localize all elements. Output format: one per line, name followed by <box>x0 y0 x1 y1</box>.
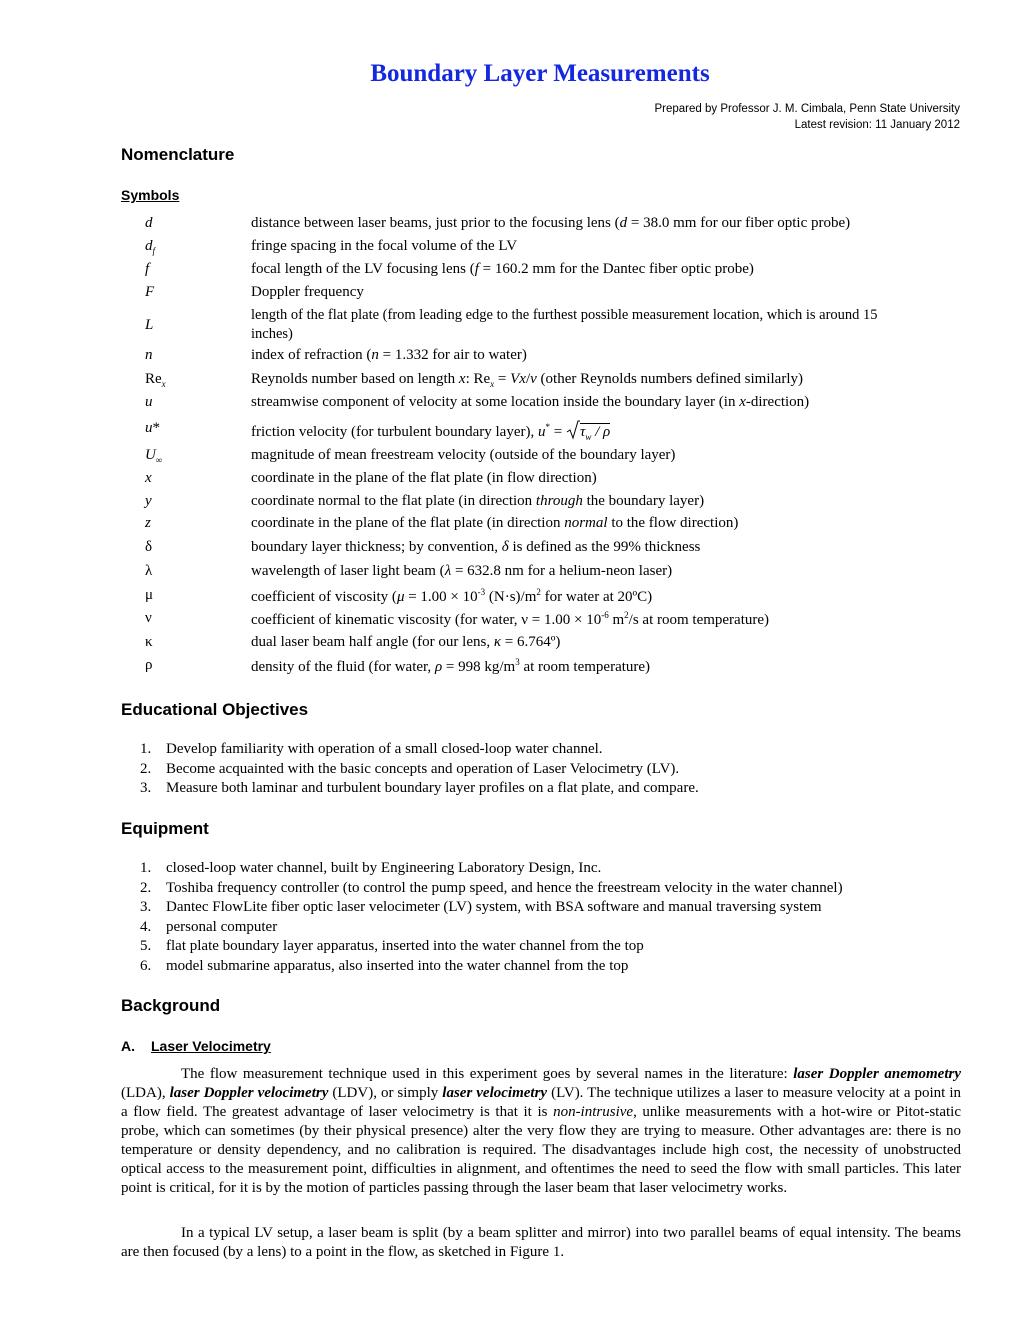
symbol-definition: dual laser beam half angle (for our lens, κ = 6.764º) <box>251 634 561 650</box>
symbol-definition: wavelength of laser light beam (λ = 632.8 nm for a helium-neon laser) <box>251 563 673 579</box>
list-item: 3. Dantec FlowLite fiber optic laser velocimeter (LV) system, with BSA software and manual traversing system <box>140 899 822 915</box>
symbol-definition: focal length of the LV focusing lens (f = 160.2 mm for the Dantec fiber optic probe) <box>251 261 754 277</box>
symbol: u <box>145 394 153 410</box>
symbol: μ <box>145 587 154 603</box>
symbol-definition: streamwise component of velocity at some location inside the boundary layer (in x-direction) <box>251 394 810 410</box>
symbol: ρ <box>145 657 153 673</box>
symbol-definition: density of the fluid (for water, ρ = 998 $kg/m^3$ at room temperature) <box>251 657 651 675</box>
list-item: 1. Develop familiarity with operation of a small closed-loop water channel. <box>140 741 603 757</box>
symbol-definition: coefficient of kinematic viscosity (for water, $\nu = 1.00 \times 10^{-6}$ $m^2/s$ at room temperature) <box>251 610 770 628</box>
author-line: Prepared by Professor J. M. Cimbala, Penn State University <box>654 103 960 115</box>
heading-laser-velocimetry: A. Laser Velocimetry <box>121 1038 271 1054</box>
heading-objectives: Educational Objectives <box>121 700 309 719</box>
symbol: λ <box>145 563 153 579</box>
symbol-definition: coordinate in the plane of the flat plate (in flow direction) <box>251 470 597 486</box>
symbol-definition: friction velocity (for turbulent boundary layer), $u^* = \tau_w / \rho$ <box>251 422 611 442</box>
heading-symbols: Symbols <box>121 187 180 203</box>
revision-date: Latest revision: 11 January 2012 <box>794 119 960 131</box>
symbol: x <box>145 470 152 486</box>
symbol: L <box>145 317 154 333</box>
list-item: 1. closed-loop water channel, built by Engineering Laboratory Design, Inc. <box>140 860 602 876</box>
symbol-definition: coordinate in the plane of the flat plate (in direction normal to the flow direction) <box>251 515 739 531</box>
symbol-definition: Reynolds number based on length x: $Re_x = Vx/\nu$ (other Reynolds numbers defined similarly) <box>251 371 803 389</box>
symbol: κ <box>145 634 153 650</box>
equipment-list <box>140 859 843 976</box>
symbol-definition: boundary layer thickness; by convention, δ is defined as the 99% thickness <box>251 539 701 555</box>
square-root-icon <box>566 420 580 440</box>
symbol-definition: length of the flat plate (from leading edge to the furthest possible measurement location, which is around 15 inches) <box>251 307 878 342</box>
symbol: u* <box>145 420 160 436</box>
document-title: Boundary Layer Measurements <box>370 60 710 87</box>
paragraph-lv-intro: The flow measurement technique used in this experiment goes by several names in the literature: laser Doppler anemometry (LDA), laser Doppler velocimetry (LDV), or simply laser velocimetry (LV). The technique utilizes a laser to measure velocity at a point in a flow field. The greatest advantage of laser velocimetry is that it is non-intrusive, unlike measurements with a hot-wire or Pitot-static probe, which can sometimes (by their physical presence) alter the very flow they are trying to measure. Other advantages are: there is no temperature or density dependency, and no calibration is required. The disadvantages include high cost, the necessity of unobstructed optical access to the measurement point, difficulties in alignment, and oftentimes the need to seed the flow with small particles. This later point is critical, for it is by the motion of particles passing through the laser beam that laser velocimetry works. <box>121 1066 962 1196</box>
symbol: $U_\infty$ <box>145 447 163 465</box>
symbol-definition: fringe spacing in the focal volume of the LV <box>251 238 518 254</box>
heading-background: Background <box>121 996 221 1015</box>
symbol: n <box>145 347 153 363</box>
symbol-definition: coefficient of viscosity ($\mu = 1.00 \times 10^{-3}$ $(N\cdot s)/m^2$ for water at 20ºC) <box>251 587 653 605</box>
list-item: 2. Toshiba frequency controller (to control the pump speed, and hence the freestream velocity in the water channel) <box>140 879 843 896</box>
list-item: 2. Become acquainted with the basic concepts and operation of Laser Velocimetry (LV). <box>140 760 680 777</box>
symbol: f <box>145 261 150 277</box>
symbol-definition: distance between laser beams, just prior to the focusing lens (d = 38.0 mm for our fiber optic probe) <box>251 215 851 231</box>
symbol-definition: coordinate normal to the flat plate (in direction through the boundary layer) <box>251 493 705 509</box>
symbol: z <box>145 515 151 531</box>
symbol: δ <box>145 539 153 555</box>
list-item: 4. personal computer <box>140 918 278 935</box>
paragraph-lv-setup: In a typical LV setup, a laser beam is split (by a beam splitter and mirror) into two parallel beams of equal intensity. The beams are then focused (by a lens) to a point in the flow, as sketched in Figure 1. <box>121 1225 961 1260</box>
symbol: y <box>145 493 152 509</box>
symbol: F <box>145 284 155 300</box>
symbol-definition: index of refraction (n = 1.332 for air to water) <box>251 347 527 363</box>
list-item: 5. flat plate boundary layer apparatus, inserted into the water channel from the top <box>140 938 644 954</box>
symbol: d <box>145 215 153 231</box>
symbol: $Re_x$ <box>145 371 166 389</box>
list-item: 3. Measure both laminar and turbulent boundary layer profiles on a flat plate, and compare. <box>140 780 699 796</box>
heading-nomenclature: Nomenclature <box>121 145 235 164</box>
symbol-definition: Doppler frequency <box>251 284 364 300</box>
symbol: ν <box>145 610 152 626</box>
list-item: 6. model submarine apparatus, also inserted into the water channel from the top <box>140 957 629 974</box>
objectives-list <box>140 740 699 799</box>
symbol-definition: magnitude of mean freestream velocity (outside of the boundary layer) <box>251 447 676 463</box>
heading-equipment: Equipment <box>121 819 209 838</box>
symbol: $d_f$ <box>145 238 156 256</box>
